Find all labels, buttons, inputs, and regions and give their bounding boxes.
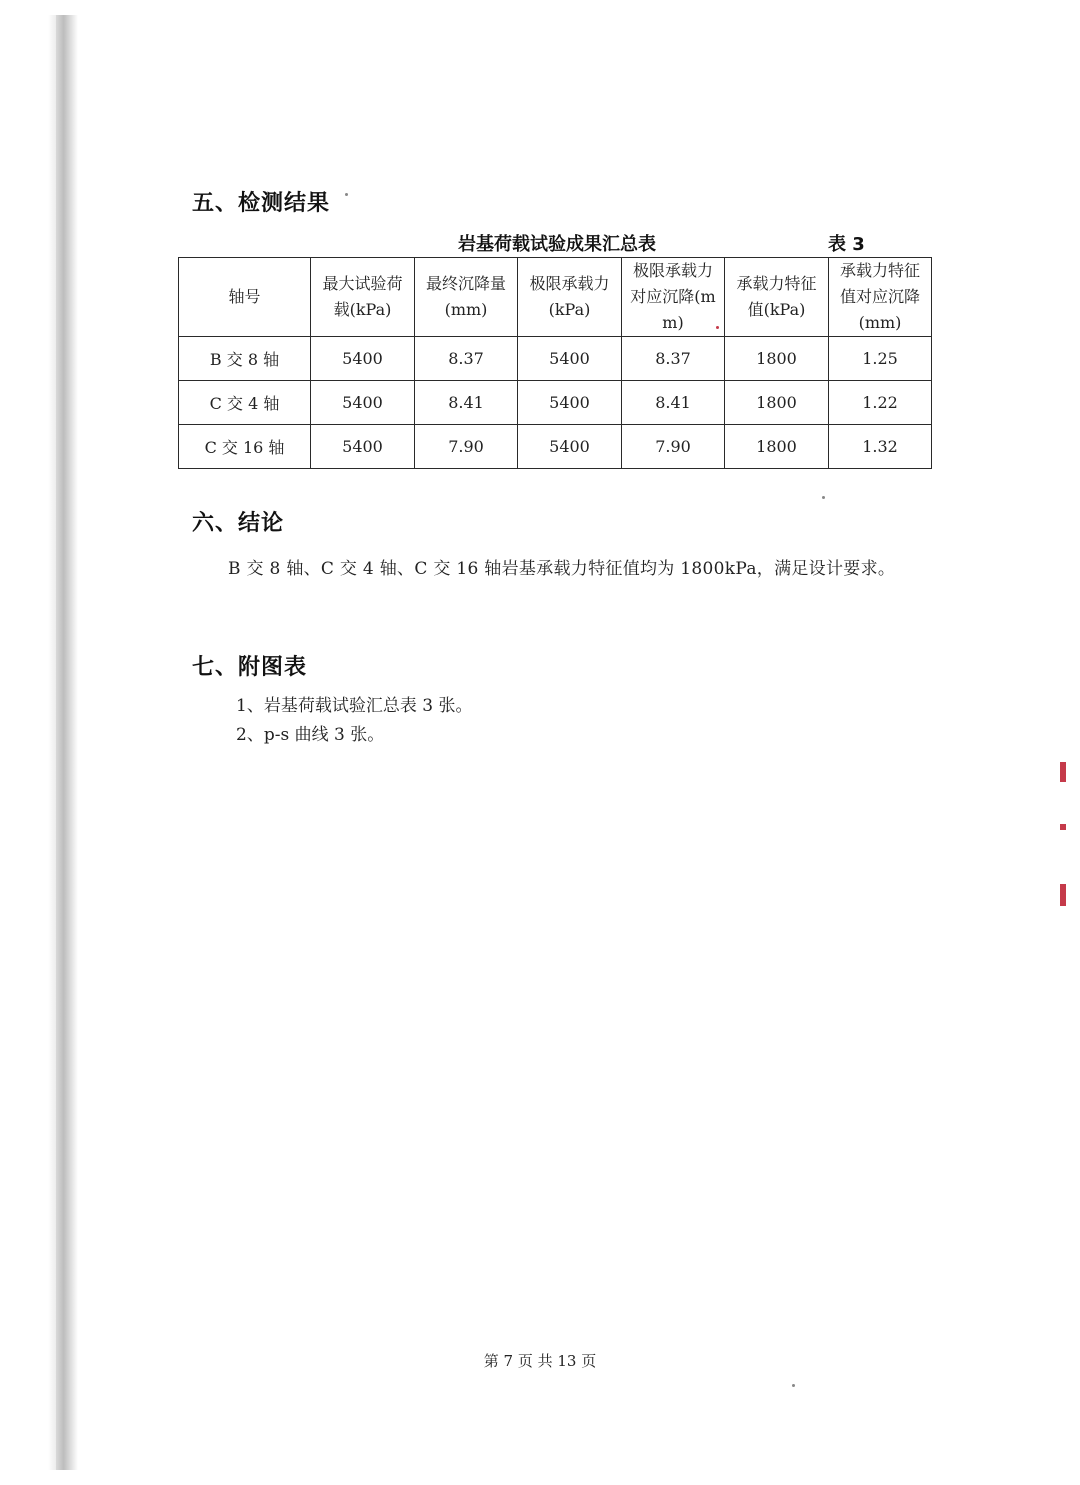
cell-characteristic-value: 1800 — [725, 381, 829, 425]
stamp-edge-mark — [1060, 884, 1066, 906]
appendix-list — [236, 692, 472, 750]
cell-ultimate-capacity: 5400 — [518, 381, 622, 425]
scan-speck — [792, 1384, 795, 1387]
results-table — [178, 257, 932, 469]
cell-final-settlement: 8.37 — [415, 337, 518, 381]
cell-max-load: 5400 — [311, 381, 415, 425]
cell-max-load: 5400 — [311, 337, 415, 381]
scan-speck — [822, 496, 825, 499]
scan-speck — [716, 326, 719, 329]
cell-axis: B 交 8 轴 — [179, 337, 311, 381]
conclusion-heading: 六、结论 — [192, 511, 285, 536]
table-title: 岩基荷载试验成果汇总表 — [458, 234, 656, 255]
header-max-load: 最大试验荷 载(kPa) — [311, 258, 415, 337]
cell-characteristic-settlement: 1.32 — [829, 425, 932, 469]
binding-shadow — [56, 15, 78, 1470]
header-ultimate-capacity: 极限承载力 (kPa) — [518, 258, 622, 337]
header-ultimate-settlement: 极限承载力 对应沉降(m m) — [622, 258, 725, 337]
scan-speck — [345, 193, 348, 196]
cell-ultimate-capacity: 5400 — [518, 337, 622, 381]
list-item: 1、岩基荷载试验汇总表 3 张。 — [236, 696, 473, 716]
header-characteristic-value: 承载力特征 值(kPa) — [725, 258, 829, 337]
cell-ultimate-settlement: 8.37 — [622, 337, 725, 381]
cell-characteristic-value: 1800 — [725, 337, 829, 381]
cell-axis: C 交 4 轴 — [179, 381, 311, 425]
cell-max-load: 5400 — [311, 425, 415, 469]
appendix-heading: 七、附图表 — [192, 655, 308, 680]
header-final-settlement: 最终沉降量 (mm) — [415, 258, 518, 337]
cell-ultimate-settlement: 8.41 — [622, 381, 725, 425]
cell-characteristic-settlement: 1.22 — [829, 381, 932, 425]
cell-ultimate-settlement: 7.90 — [622, 425, 725, 469]
cell-final-settlement: 7.90 — [415, 425, 518, 469]
cell-characteristic-settlement: 1.25 — [829, 337, 932, 381]
cell-characteristic-value: 1800 — [725, 425, 829, 469]
table-row — [179, 337, 932, 381]
stamp-edge-mark — [1060, 824, 1066, 830]
results-heading: 五、检测结果 — [192, 191, 331, 216]
table-row — [179, 381, 932, 425]
stamp-edge-mark — [1060, 762, 1066, 782]
cell-axis: C 交 16 轴 — [179, 425, 311, 469]
table-header-row — [179, 258, 932, 337]
cell-ultimate-capacity: 5400 — [518, 425, 622, 469]
conclusion-text: B 交 8 轴、C 交 4 轴、C 交 16 轴岩基承载力特征值均为 1800kPa，满足设计要求。 — [228, 559, 896, 579]
table-number: 表 3 — [828, 234, 865, 255]
list-item: 2、p-s 曲线 3 张。 — [236, 725, 385, 745]
header-axis: 轴号 — [179, 258, 311, 337]
page-number: 第 7 页 共 13 页 — [483, 1352, 597, 1370]
table-row — [179, 425, 932, 469]
cell-final-settlement: 8.41 — [415, 381, 518, 425]
header-characteristic-settlement: 承载力特征 值对应沉降 (mm) — [829, 258, 932, 337]
